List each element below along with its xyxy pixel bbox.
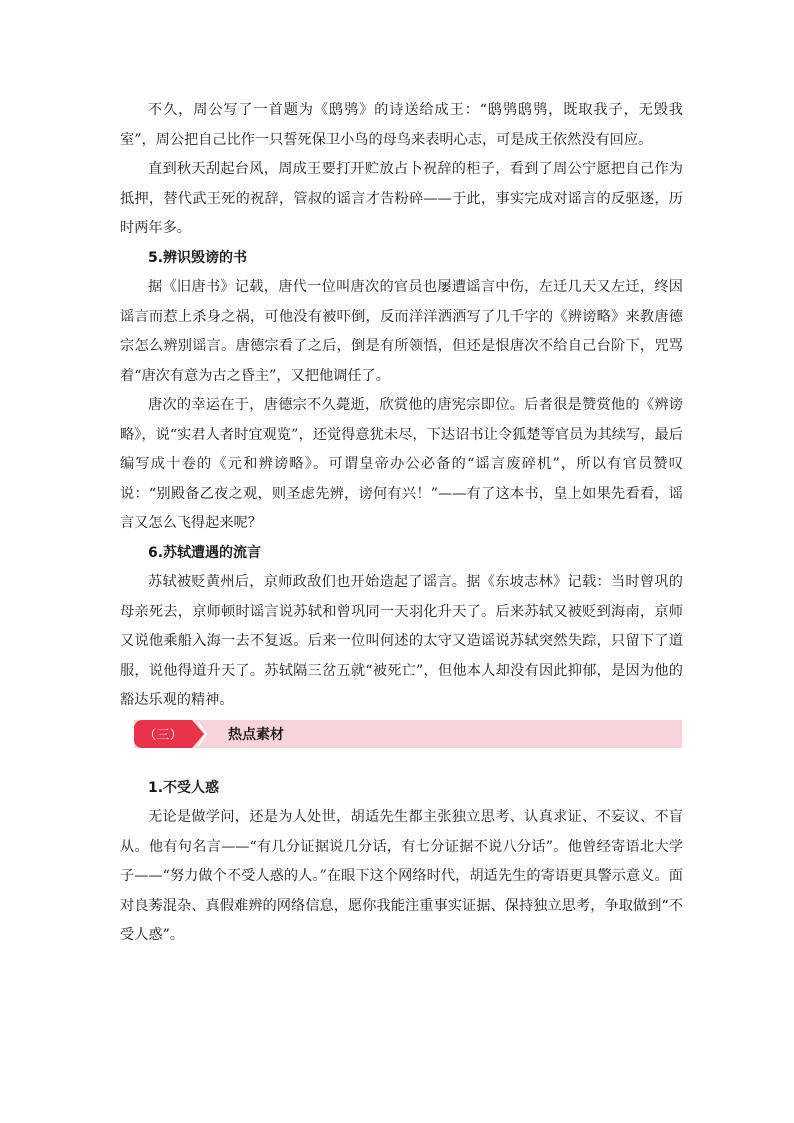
heading-1: 1.不受人惑 xyxy=(148,779,220,796)
heading-5: 5.辨识毁谤的书 xyxy=(148,249,248,266)
paragraph-zhougong-resolution: 直到秋天刮起台风，周成王要打开贮放占卜祝辞的柜子，看到了周公宁愿把自己作为抵押，替代武王死的祝辞，管叔的谣言才告粉碎——于此，事实完成对谣言的反驱逐，历时两年多。 xyxy=(120,161,683,236)
section-banner xyxy=(134,720,682,748)
chevron-icon xyxy=(194,720,208,748)
section-title: 热点素材 xyxy=(228,726,284,743)
section-tag: （三） xyxy=(134,720,192,748)
paragraph-hushi: 无论是做学问，还是为人处世，胡适先生都主张独立思考、认真求证、不妄议、不盲从。他有句名言——“有几分证据说几分话，有七分证据不说八分话”。他曾经寄语北大学子——“努力做个不受人惑的人。”在眼下这个网络时代，胡适先生的寄语更具警示意义。面对良莠混杂、真假难辨的网络信息，愿你我能注重事实证据、保持独立思考，争取做到“不受人惑”。 xyxy=(120,809,683,943)
document-page xyxy=(120,96,683,951)
paragraph-tangci-2: 唐次的幸运在于，唐德宗不久薨逝，欣赏他的唐宪宗即位。后者很是赞赏他的《辨谤略》，说“实君人者时宜观览”，还觉得意犹未尽，下达诏书让令狐楚等官员为其续写，最后编写成十卷的《元和辨谤略》。可谓皇帝办公必备的“谣言废碎机”，所以有官员赞叹说：“别殿备乙夜之观，则圣虑先辨，谤何有兴！”——有了这本书，皇上如果先看看，谣言又怎么飞得起来呢？ xyxy=(120,397,683,531)
paragraph-zhougong-poem: 不久，周公写了一首题为《鸱鸮》的诗送给成王：“鸱鸮鸱鸮，既取我子，无毁我室”，周公把自己比作一只誓死保卫小鸟的母鸟来表明心志，可是成王依然没有回应。 xyxy=(120,102,683,148)
paragraph-tangci-1: 据《旧唐书》记载，唐代一位叫唐次的官员也屡遭谣言中伤，左迁几天又左迁，终因谣言而惹上杀身之祸，可他没有被吓倒，反而洋洋洒洒写了几千字的《辨谤略》来教唐德宗怎么辨别谣言。唐德宗看了之后，倒是有所领悟，但还是恨唐次不给自己台阶下，咒骂着“唐次有意为古之昏主”，又把他调任了。 xyxy=(120,279,683,384)
paragraph-sushi: 苏轼被贬黄州后，京师政敌们也开始造起了谣言。据《东坡志林》记载：当时曾巩的母亲死去，京师顿时谣言说苏轼和曾巩同一天羽化升天了。后来苏轼又被贬到海南，京师又说他乘船入海一去不复返。后来一位叫何述的太守又造谣说苏轼突然失踪，只留下了道服，说他得道升天了。苏轼隔三岔五就“被死亡”，但他本人却没有因此抑郁，是因为他的豁达乐观的精神。 xyxy=(120,574,683,708)
heading-6: 6.苏轼遭遇的流言 xyxy=(148,544,262,561)
